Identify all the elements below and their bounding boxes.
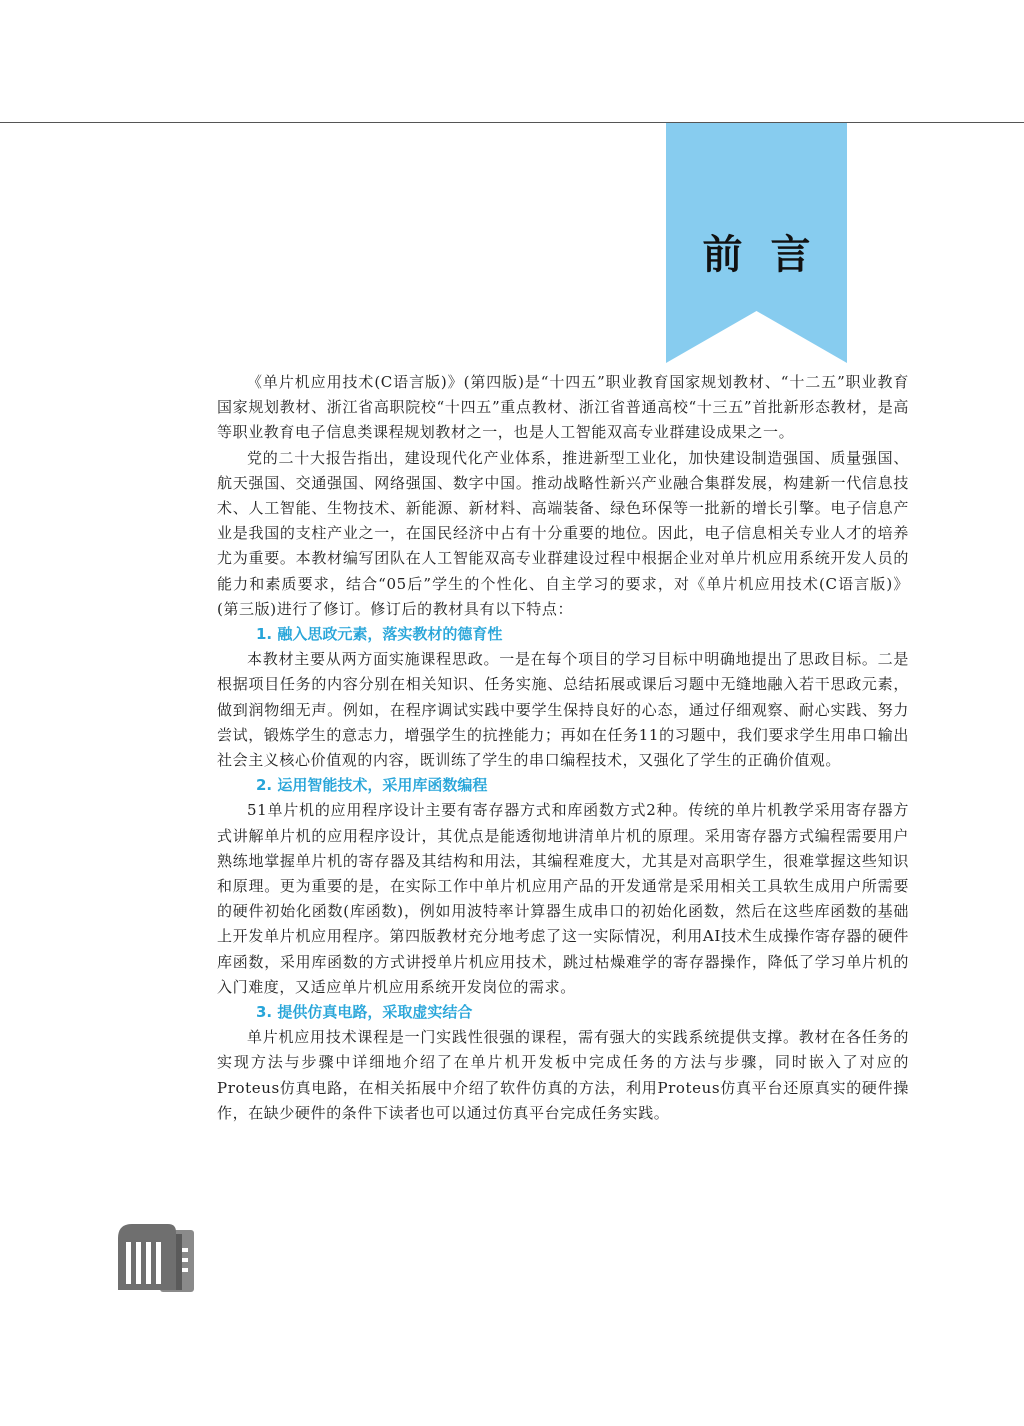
title-ribbon bbox=[666, 123, 847, 363]
section-paragraph-1: 本教材主要从两方面实施课程思政。一是在每个项目的学习目标中明确地提出了思政目标。二是根据项目任务的内容分别在相关知识、任务实施、总结拓展或课后习题中无缝地融入若干思政元素，做到润物细无声。例如，在程序调试实践中要学生保持良好的心态，通过仔细观察、耐心实践、努力尝试，锻炼学生的意志力，增强学生的抗挫能力；再如在任务11的习题中，我们要求学生用串口输出社会主义核心价值观的内容，既训练了学生的串口编程技术，又强化了学生的正确价值观。 bbox=[217, 650, 909, 770]
section-heading-1: 1. 融入思政元素，落实教材的德育性 bbox=[256, 625, 503, 644]
book-logo-icon bbox=[116, 1220, 198, 1294]
main-text bbox=[217, 370, 909, 1126]
section-heading-2: 2. 运用智能技术，采用库函数编程 bbox=[256, 776, 488, 795]
section-paragraph-3: 单片机应用技术课程是一门实践性很强的课程，需有强大的实践系统提供支撑。教材在各任务的实现方法与步骤中详细地介绍了在单片机开发板中完成任务的方法与步骤，同时嵌入了对应的Proteus仿真电路，在相关拓展中介绍了软件仿真的方法，利用Proteus仿真平台还原真实的硬件操作，在缺少硬件的条件下读者也可以通过仿真平台完成任务实践。 bbox=[217, 1028, 909, 1122]
section-heading-3: 3. 提供仿真电路，采取虚实结合 bbox=[256, 1003, 473, 1022]
section-paragraph-2: 51单片机的应用程序设计主要有寄存器方式和库函数方式2种。传统的单片机教学采用寄存器方式讲解单片机的应用程序设计，其优点是能透彻地讲清单片机的原理。采用寄存器方式编程需要用户熟练地掌握单片机的寄存器及其结构和用法，其编程难度大，尤其是对高职学生，很难掌握这些知识和原理。更为重要的是，在实际工作中单片机应用产品的开发通常是采用相关工具软生成用户所需要的硬件初始化函数(库函数)，例如用波特率计算器生成串口的初始化函数，然后在这些库函数的基础上开发单片机应用程序。第四版教材充分地考虑了这一实际情况，利用AI技术生成操作寄存器的硬件库函数，采用库函数的方式讲授单片机应用技术，跳过枯燥难学的寄存器操作，降低了学习单片机的入门难度，又适应单片机应用系统开发岗位的需求。 bbox=[217, 801, 909, 996]
intro-paragraph-1: 《单片机应用技术(C语言版)》(第四版)是“十四五”职业教育国家规划教材、“十二五”职业教育国家规划教材、浙江省高职院校“十四五”重点教材、浙江省普通高校“十三五”首批新形态教材，是高等职业教育电子信息类课程规划教材之一，也是人工智能双高专业群建设成果之一。 bbox=[217, 373, 909, 442]
top-rule bbox=[0, 122, 1024, 123]
intro-paragraph-2: 党的二十大报告指出，建设现代化产业体系，推进新型工业化，加快建设制造强国、质量强国、航天强国、交通强国、网络强国、数字中国。推动战略性新兴产业融合集群发展，构建新一代信息技术、人工智能、生物技术、新能源、新材料、高端装备、绿色环保等一批新的增长引擎。电子信息产业是我国的支柱产业之一，在国民经济中占有十分重要的地位。因此，电子信息相关专业人才的培养尤为重要。本教材编写团队在人工智能双高专业群建设过程中根据企业对单片机应用系统开发人员的能力和素质要求，结合“05后”学生的个性化、自主学习的要求，对《单片机应用技术(C语言版)》(第三版)进行了修订。修订后的教材具有以下特点： bbox=[217, 448, 909, 618]
page-title: 前言 bbox=[702, 232, 839, 278]
